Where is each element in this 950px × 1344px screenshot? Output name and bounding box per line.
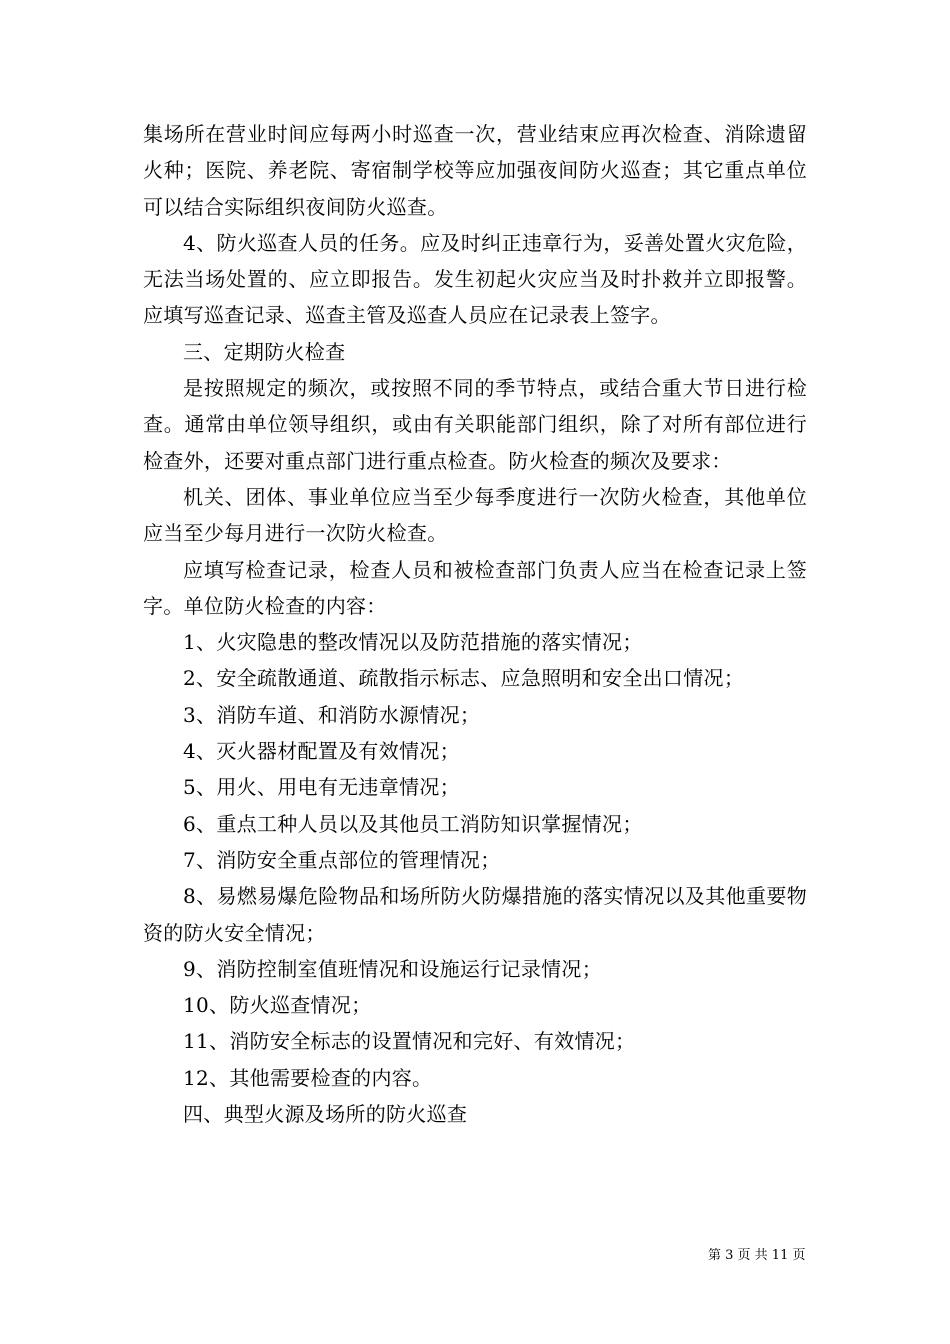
section-heading-typical-fire-sources: 四、典型火源及场所的防火巡查 xyxy=(183,1102,468,1127)
paragraph-patrol-duties: 4、防火巡查人员的任务。应及时纠正违章行为，妥善处置火灾危险，无法当场处置的、应立即报告。发生初起火灾应当及时扑救并立即报警。应填写巡查记录、巡查主管及巡查人员应在记录表上签字。 xyxy=(143,230,807,328)
list-item: 12、其他需要检查的内容。 xyxy=(183,1065,433,1090)
document-body xyxy=(143,116,807,1132)
paragraph-inspection-record: 应填写检查记录，检查人员和被检查部门负责人应当在检查记录上签字。单位防火检查的内容： xyxy=(143,557,807,618)
list-item: 8、易燃易爆危险物品和场所防火防爆措施的落实情况以及其他重要物资的防火安全情况； xyxy=(143,884,807,945)
paragraph-inspection-frequency: 是按照规定的频次，或按照不同的季节特点，或结合重大节日进行检查。通常由单位领导组织，或由有关职能部门组织，除了对所有部位进行检查外，还要对重点部门进行重点检查。防火检查的频次及要求： xyxy=(143,376,807,473)
paragraph-agency-requirement: 机关、团体、事业单位应当至少每季度进行一次防火检查，其他单位应当至少每月进行一次防火检查。 xyxy=(143,484,807,546)
list-item: 11、消防安全标志的设置情况和完好、有效情况； xyxy=(183,1029,636,1054)
page-number-footer: 第 3 页 共 11 页 xyxy=(708,1248,806,1263)
list-item: 3、消防车道、和消防水源情况； xyxy=(183,702,481,727)
list-item: 2、安全疏散通道、疏散指示标志、应急照明和安全出口情况； xyxy=(183,666,745,691)
list-item: 6、重点工种人员以及其他员工消防知识掌握情况； xyxy=(183,811,643,836)
section-heading-periodic-inspection: 三、定期防火检查 xyxy=(183,339,346,364)
list-item: 10、防火巡查情况； xyxy=(183,993,372,1018)
list-item: 1、火灾隐患的整改情况以及防范措施的落实情况； xyxy=(183,630,643,655)
list-item: 5、用火、用电有无违章情况； xyxy=(183,775,460,800)
list-item: 7、消防安全重点部位的管理情况； xyxy=(183,847,501,872)
paragraph-continuation: 集场所在营业时间应每两小时巡查一次，营业结束应再次检查、消除遗留火种；医院、养老院、寄宿制学校等应加强夜间防火巡查；其它重点单位可以结合实际组织夜间防火巡查。 xyxy=(143,122,807,219)
list-item: 4、灭火器材配置及有效情况； xyxy=(183,739,460,764)
list-item: 9、消防控制室值班情况和设施运行记录情况； xyxy=(183,956,603,981)
